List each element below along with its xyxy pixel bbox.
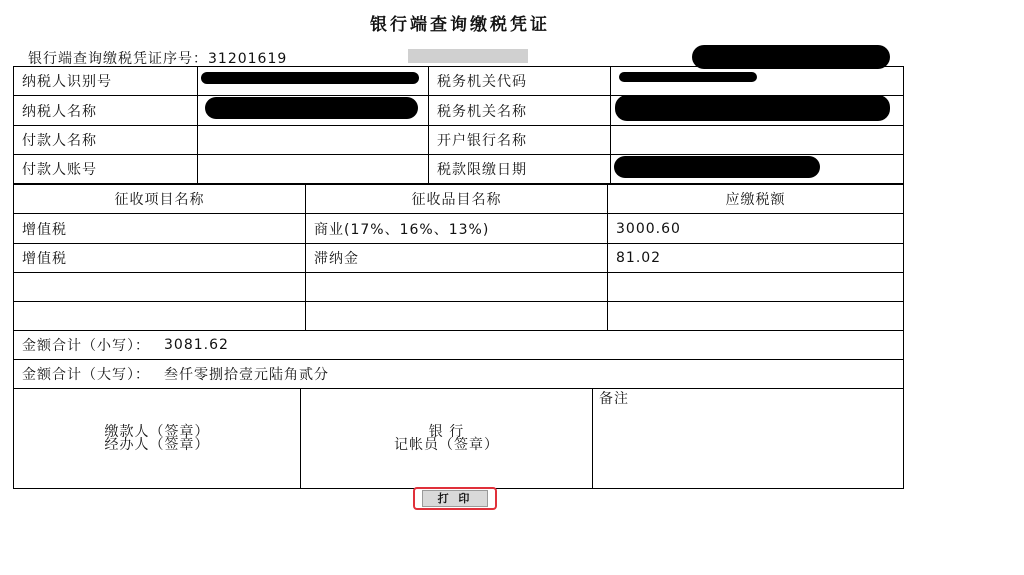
note-box xyxy=(593,389,903,488)
total-big-value: 叁仟零捌拾壹元陆角贰分 xyxy=(164,367,329,383)
bookkeeper-signature-label: 记帐员（签章） xyxy=(394,436,499,453)
table-row xyxy=(14,302,903,331)
tax-office-name-label: 税务机关名称 xyxy=(429,96,611,125)
tax-voucher-form xyxy=(13,66,904,489)
table-row xyxy=(14,214,903,244)
table-row xyxy=(14,273,903,302)
payer-name-value xyxy=(198,126,429,154)
tax-office-code-label: 税务机关代码 xyxy=(429,67,611,95)
deadline-label: 税款限缴日期 xyxy=(429,155,611,183)
payer-signature-label: 缴款人（签章） xyxy=(104,423,210,440)
total-small-value: 3081.62 xyxy=(164,337,229,353)
bank-name-value xyxy=(611,126,903,154)
item-name xyxy=(14,273,306,301)
taxpayer-name-label: 纳税人名称 xyxy=(14,96,198,125)
signature-row xyxy=(14,389,903,488)
row-payer-account xyxy=(14,155,903,184)
table-row xyxy=(14,244,903,273)
bank-name-label: 开户银行名称 xyxy=(429,126,611,154)
serial-label: 银行端查询缴税凭证序号： xyxy=(28,51,208,67)
items-header-row xyxy=(14,184,903,214)
item-category xyxy=(306,302,608,330)
document-title: 银行端查询缴税凭证 xyxy=(370,15,550,35)
item-category: 商业(17%、16%、13%) xyxy=(306,214,608,243)
print-button-label: 打 印 xyxy=(422,490,488,507)
row-payer-name xyxy=(14,126,903,155)
serial-number xyxy=(28,48,287,68)
item-name: 增值税 xyxy=(14,244,306,272)
item-name: 增值税 xyxy=(14,214,306,243)
item-amount xyxy=(608,302,903,330)
total-big-label: 金额合计（大写）： xyxy=(22,367,150,383)
tax-office-code-value xyxy=(611,67,903,95)
print-button[interactable] xyxy=(413,487,497,510)
serial-value: 31201619 xyxy=(208,51,288,67)
total-small-row xyxy=(14,331,903,360)
payer-signature-box xyxy=(14,389,301,488)
row-taxpayer-id xyxy=(14,67,903,96)
row-taxpayer-name xyxy=(14,96,903,126)
payer-name-label: 付款人名称 xyxy=(14,126,198,154)
bank-signature-box xyxy=(301,389,593,488)
item-amount: 81.02 xyxy=(616,250,662,266)
column-header: 征收品目名称 xyxy=(306,185,608,213)
item-category: 滞纳金 xyxy=(306,244,608,272)
column-header: 征收项目名称 xyxy=(14,185,306,213)
item-category xyxy=(306,273,608,301)
tax-office-name-value xyxy=(611,96,903,125)
payer-account-label: 付款人账号 xyxy=(14,155,198,183)
payer-account-value xyxy=(198,155,429,183)
bank-label: 银 行 xyxy=(428,423,465,440)
taxpayer-name-value xyxy=(198,96,429,125)
handler-signature-label: 经办人（签章） xyxy=(104,436,210,453)
deadline-value xyxy=(611,155,903,183)
item-name xyxy=(14,302,306,330)
total-big-row xyxy=(14,360,903,389)
note-label: 备注 xyxy=(599,391,629,407)
total-small xyxy=(14,331,903,359)
taxpayer-id-label: 纳税人识别号 xyxy=(14,67,198,95)
total-small-label: 金额合计（小写）： xyxy=(22,338,150,354)
item-amount: 3000.60 xyxy=(616,220,681,237)
column-header: 应缴税额 xyxy=(725,192,786,208)
serial-redaction xyxy=(408,49,528,63)
total-big xyxy=(14,360,903,388)
item-amount xyxy=(608,273,903,301)
taxpayer-id-value xyxy=(198,67,429,95)
